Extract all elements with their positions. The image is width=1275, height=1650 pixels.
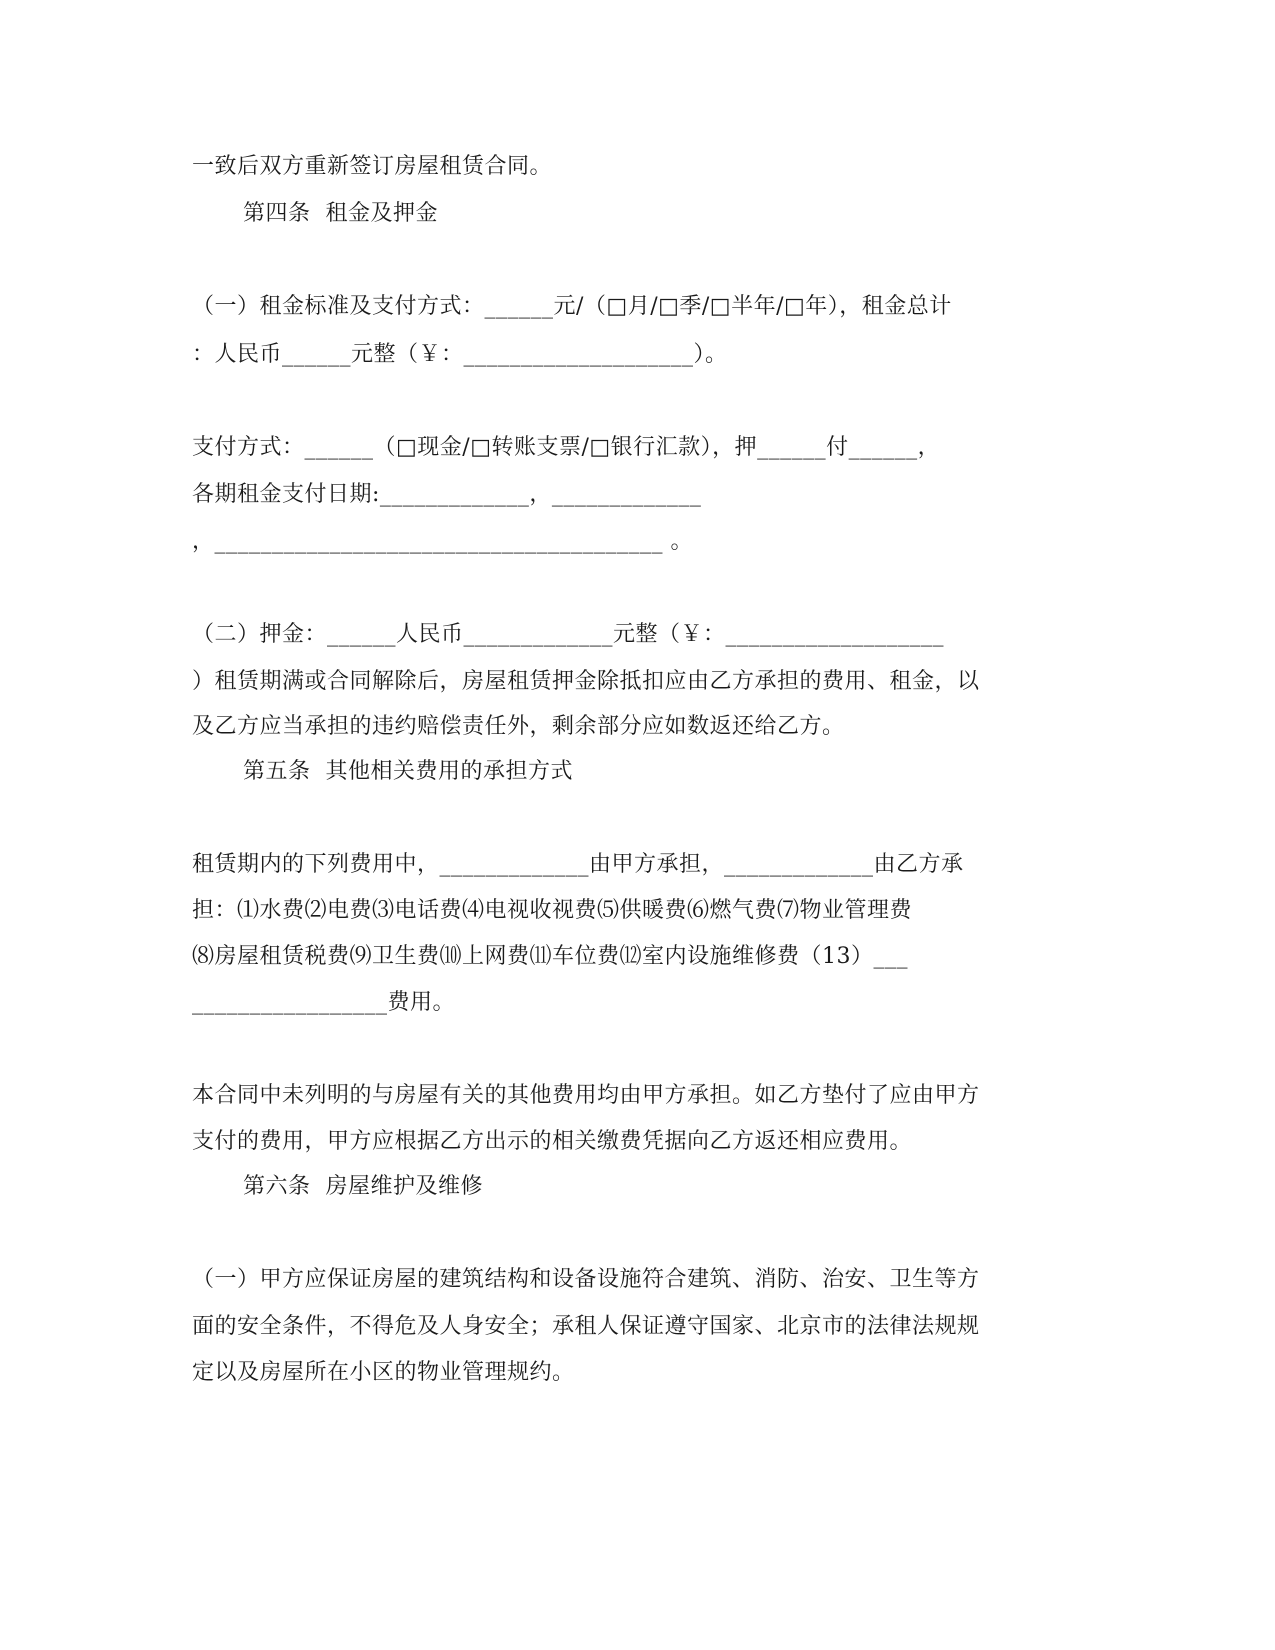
paragraph-line: 支付方式：______（□现金/□转账支票/□银行汇款），押______付______， bbox=[192, 435, 941, 460]
paragraph-line: ：人民币______元整（￥：____________________）。 bbox=[192, 342, 728, 367]
paragraph-line: （二）押金：______人民币_____________元整（￥：___________________ bbox=[192, 622, 945, 647]
paragraph-line: 一致后双方重新签订房屋租赁合同。 bbox=[192, 154, 553, 179]
paragraph-line: （一）甲方应保证房屋的建筑结构和设备设施符合建筑、消防、治安、卫生等方 bbox=[192, 1267, 980, 1292]
section-heading-article-5: 第五条 其他相关费用的承担方式 bbox=[243, 759, 573, 784]
section-heading-article-6: 第六条 房屋维护及维修 bbox=[243, 1174, 483, 1199]
paragraph-line: 定以及房屋所在小区的物业管理规约。 bbox=[192, 1360, 575, 1385]
paragraph-line: 本合同中未列明的与房屋有关的其他费用均由甲方承担。如乙方垫付了应由甲方 bbox=[192, 1083, 980, 1108]
paragraph-line: ，_______________________________________ 。 bbox=[192, 529, 693, 554]
paragraph-line: _________________费用。 bbox=[192, 990, 456, 1015]
paragraph-line: 及乙方应当承担的违约赔偿责任外，剩余部分应如数返还给乙方。 bbox=[192, 714, 845, 739]
paragraph-line: 面的安全条件，不得危及人身安全；承租人保证遵守国家、北京市的法律法规规 bbox=[192, 1314, 980, 1339]
paragraph-line: 担：⑴水费⑵电费⑶电话费⑷电视收视费⑸供暖费⑹燃气费⑺物业管理费 bbox=[192, 898, 913, 923]
paragraph-line: 各期租金支付日期:_____________，_____________ bbox=[192, 482, 702, 507]
section-heading-article-4: 第四条 租金及押金 bbox=[243, 201, 438, 226]
paragraph-line: 租赁期内的下列费用中，_____________由甲方承担，_____________由乙方承 bbox=[192, 852, 964, 877]
paragraph-line: 支付的费用，甲方应根据乙方出示的相关缴费凭据向乙方返还相应费用。 bbox=[192, 1129, 913, 1154]
paragraph-line: ）租赁期满或合同解除后，房屋租赁押金除抵扣应由乙方承担的费用、租金，以 bbox=[192, 669, 980, 694]
paragraph-line: ⑻房屋租赁税费⑼卫生费⑽上网费⑾车位费⑿室内设施维修费（13）___ bbox=[192, 944, 908, 969]
paragraph-line: （一）租金标准及支付方式：______元/（□月/□季/□半年/□年），租金总计 bbox=[192, 294, 952, 319]
